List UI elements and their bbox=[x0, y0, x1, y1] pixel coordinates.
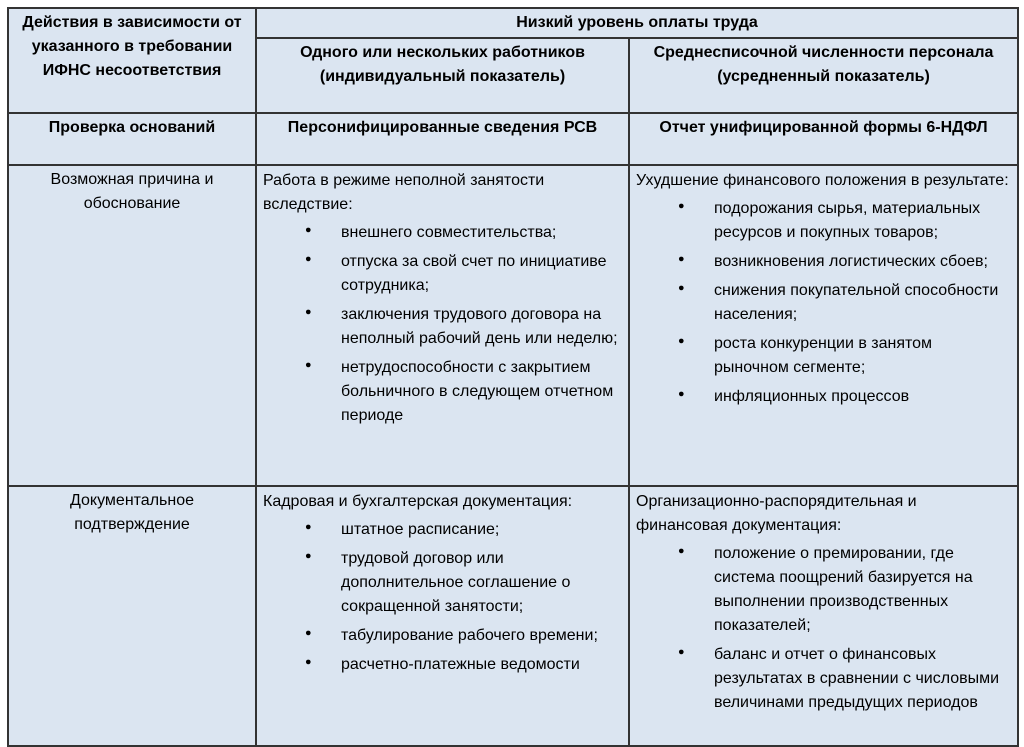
cause-col2-intro: Работа в режиме неполной занятости вследствие: bbox=[263, 172, 545, 213]
bullet-item: ● инфляционных процессов bbox=[714, 385, 1011, 409]
docs-col2-cell bbox=[256, 486, 629, 746]
table-row-documentary-proof bbox=[8, 486, 1018, 746]
bullet-item: ● штатное расписание; bbox=[341, 518, 622, 542]
basis-col3-cell: Отчет унифицированной формы 6-НДФЛ bbox=[629, 113, 1018, 165]
bullet-item: ● нетрудоспособности с закрытием больничного в следующем отчетном периоде bbox=[341, 356, 622, 428]
corner-header-cell: Действия в зависимости от указанного в требовании ИФНС несоответствия bbox=[8, 8, 256, 113]
table-row-possible-cause bbox=[8, 165, 1018, 486]
bullet-item: ● возникновения логистических сбоев; bbox=[714, 250, 1011, 274]
docs-col2-intro: Кадровая и бухгалтерская документация: bbox=[263, 493, 573, 510]
docs-col3-bullet-list bbox=[636, 542, 1011, 715]
column-header-average: Среднесписочной численности персонала (усредненный показатель) bbox=[629, 38, 1018, 113]
column-header-individual: Одного или нескольких работников (индивидуальный показатель) bbox=[256, 38, 629, 113]
cause-col3-cell bbox=[629, 165, 1018, 486]
table-row-basis-check bbox=[8, 113, 1018, 165]
cause-col2-bullet-list bbox=[263, 221, 622, 428]
compliance-table bbox=[7, 7, 1019, 747]
cause-col3-intro: Ухудшение финансового положения в результате: bbox=[636, 172, 1009, 189]
bullet-item: ● положение о премировании, где система поощрений базируется на выполнении производственных показателей; bbox=[714, 542, 1011, 638]
table-row-group-header bbox=[8, 8, 1018, 38]
bullet-item: ● баланс и отчет о финансовых результатах в сравнении с числовыми величинами предыдущих периодов bbox=[714, 643, 1011, 715]
bullet-item: ● снижения покупательной способности населения; bbox=[714, 279, 1011, 327]
basis-col2-cell: Персонифицированные сведения РСВ bbox=[256, 113, 629, 165]
docs-col2-bullet-list bbox=[263, 518, 622, 677]
bullet-item: ● подорожания сырья, материальных ресурсов и покупных товаров; bbox=[714, 197, 1011, 245]
cause-col2-cell bbox=[256, 165, 629, 486]
bullet-item: ● трудовой договор или дополнительное соглашение о сокращенной занятости; bbox=[341, 547, 622, 619]
group-header-cell: Низкий уровень оплаты труда bbox=[256, 8, 1018, 38]
bullet-item: ● внешнего совместительства; bbox=[341, 221, 622, 245]
docs-col3-cell bbox=[629, 486, 1018, 746]
docs-col3-intro: Организационно-распорядительная и финансовая документация: bbox=[636, 493, 917, 534]
docs-row-label: Документальное подтверждение bbox=[8, 486, 256, 746]
bullet-item: ● табулирование рабочего времени; bbox=[341, 624, 622, 648]
bullet-item: ● отпуска за свой счет по инициативе сотрудника; bbox=[341, 250, 622, 298]
bullet-item: ● роста конкуренции в занятом рыночном сегменте; bbox=[714, 332, 1011, 380]
bullet-item: ● заключения трудового договора на неполный рабочий день или неделю; bbox=[341, 303, 622, 351]
basis-row-label: Проверка оснований bbox=[8, 113, 256, 165]
cause-row-label: Возможная причина и обоснование bbox=[8, 165, 256, 486]
cause-col3-bullet-list bbox=[636, 197, 1011, 409]
bullet-item: ● расчетно-платежные ведомости bbox=[341, 653, 622, 677]
